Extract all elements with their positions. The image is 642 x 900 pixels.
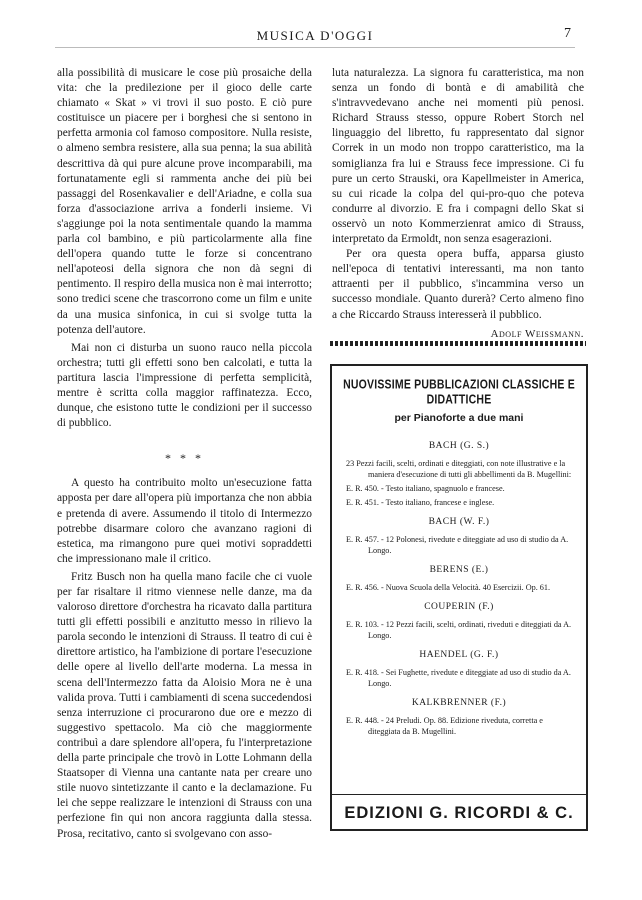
paragraph: A questo ha contribuito molto un'esecuzione fatta apposta per dare all'opera più importanza che non abbia e pretenda di avere. Assumendo il titolo di Intermezzo potrebbe disarmare coloro che avanzano ragioni di estetica, ma rimangono pure quei motivi sopraddetti che impressionano male il critico.: [57, 477, 312, 565]
composer-heading: BACH (G. S.): [428, 441, 490, 451]
catalog-entry: 23 Pezzi facili, scelti, ordinati e diteggiati, con note illustrative e la maniera d'esecuzione di tutti gli abbellimenti da B. Mugellini:: [346, 459, 572, 479]
ad-listing: [332, 424, 586, 737]
ad-title: NUOVISSIME PUBBLICAZIONI CLASSICHE E DIDATTICHE: [343, 377, 575, 407]
publisher-name: EDIZIONI G. RICORDI & C.: [344, 804, 574, 822]
journal-title: MUSICA D'OGGI: [256, 28, 374, 43]
composer-heading: BERENS (E.): [429, 565, 489, 575]
paragraph: alla possibilità di musicare le cose più prosaiche della vita: che la predilezione per il gioco delle carte chiamato « Skat » vi trovi il suo posto. E ciò pure costituisce un piacere per i borghesi che si sentono in perfetta armonia col famoso compositore. Nulla resiste, o almeno sembra resistere, alla sua penna; la sua abilità descrittiva dà qui pure alcune prove incomparabili, ma fortunatamente egli si rammenta anche dei più bei passaggi del Rosenkavalier e dell'Ariadne, e colla sua forza d'associazione arriva a fonderli insieme. Vi s'aggiunge poi la nota sentimentale quando la mamma parla col bambino, e più particolarmente alla fine dell'opera quando tutte le forze si concentrano nell'apoteosi della signora che non dà segni di pentimento. Il respiro della musica non è mai interrotto; sono tredici scene che trascorrono come un film e unite da una musica sinfonica, in cui si svolge tutta la potenza dell'autore.: [57, 67, 312, 336]
header-rule: [55, 47, 575, 48]
catalog-entry: E. R. 418. - Sei Fughette, rivedute e diteggiate ad uso di studio da A. Longo.: [346, 668, 571, 688]
section-break: * * *: [165, 451, 204, 466]
author-signature: Adolf Weissmann.: [490, 327, 584, 340]
paragraph: luta naturalezza. La signora fu caratteristica, ma non senza un fondo di bontà e di amabilità che s'intravvedevano anche nei momenti più penosi. Richard Strauss stesso, oppure Robert Storch nel linguaggio del libretto, fu rappresentato dal signor Correk in un modo non troppo caratteristico, ma la somiglianza fra lui e Strauss fece impressione. Ci fu pure un certo Strauski, ora Kapellmeister in America, su cui ricade la colpa del qui-pro-quo che poteva condurre al divorzio. E fra i compagni dello Skat si osservò un noto Kommerzienrat amico di Strauss, interpretato da Ermoldt, non senza esagerazioni.: [332, 67, 584, 246]
composer-heading: KALKBRENNER (F.): [411, 698, 507, 708]
page-header: [55, 28, 575, 50]
catalog-entry: E. R. 448. - 24 Preludi. Op. 88. Edizione riveduta, corretta e diteggiata da B. Mugellini.: [346, 716, 543, 736]
catalog-entry: E. R. 103. - 12 Pezzi facili, scelti, ordinati, riveduti e diteggiati da A. Longo.: [346, 620, 572, 640]
page-number: 7: [564, 26, 571, 41]
ad-subtitle: per Pianoforte a due mani: [394, 412, 524, 424]
ad-footer-rule: [332, 794, 586, 795]
composer-heading: COUPERIN (F.): [424, 602, 494, 612]
left-column: [57, 66, 312, 842]
catalog-entry: E. R. 456. - Nuova Scuola della Velocità. 40 Esercizii. Op. 61.: [346, 583, 551, 592]
right-column: [332, 66, 584, 342]
composer-heading: BACH (W. F.): [428, 517, 490, 527]
catalog-entry: E. R. 450. - Testo italiano, spagnuolo e francese.: [346, 484, 505, 493]
paragraph: Fritz Busch non ha quella mano facile che ci vuole per far risaltare il ritmo viennese nelle danze, ma da valoroso direttore d'orchestra ha ricavato dalla partitura tutti gli effetti possibili e anzitutto messo in rilievo la parola secondo le intenzioni di Strauss. Il teatro di cui è direttore artistico, ha l'ambizione di portare l'esecuzione delle opere al livello dell'arte moderna. La messa in scena dell'Intermezzo fatta da Aloisio Mora ne è una valida prova. Tutti i cambiamenti di scena succedendosi senza interruzione ci procurarono due ore e mezzo di suggestivo spettacolo. Ma ciò che maggiormente contribuì a dare splendore all'opera, fu l'interpretazione della parte principale che trovò in Lotte Lohmann della Staatsoper di Vienna una cantante nata per creare uno stile nuovo sintetizzante il canto e la declamazione. Fu lei che seppe realizzare le intenzioni di Strauss con una perfezione fin qui non ancora raggiunta dalla stessa. Prosa, recitativo, canto si svolgevano con asso-: [57, 570, 312, 840]
publisher-advertisement: [330, 364, 588, 831]
catalog-entry: E. R. 451. - Testo italiano, francese e inglese.: [346, 498, 495, 507]
dotted-divider: [330, 341, 586, 346]
catalog-entry: E. R. 457. - 12 Polonesi, rivedute e diteggiate ad uso di studio da A. Longo.: [346, 535, 569, 555]
paragraph: Per ora questa opera buffa, apparsa giusto nell'epoca di tentativi interessanti, ma non tanto attraenti per il pubblico, s'incammina verso un successo mondiale. Quanto durerà? Certo almeno fino a che Riccardo Strauss interesserà il pubblico.: [332, 248, 584, 321]
paragraph: Mai non ci disturba un suono rauco nella piccola orchestra; tutti gli effetti sono ben calcolati, e tutta la partitura lascia l'impressione di perfetta semplicità, mentre è scritta colla maggior raffinatezza. Ecco, dunque, che esistono tutte le condizioni per il successo di pubblico.: [57, 341, 312, 430]
composer-heading: HAENDEL (G. F.): [419, 650, 499, 660]
